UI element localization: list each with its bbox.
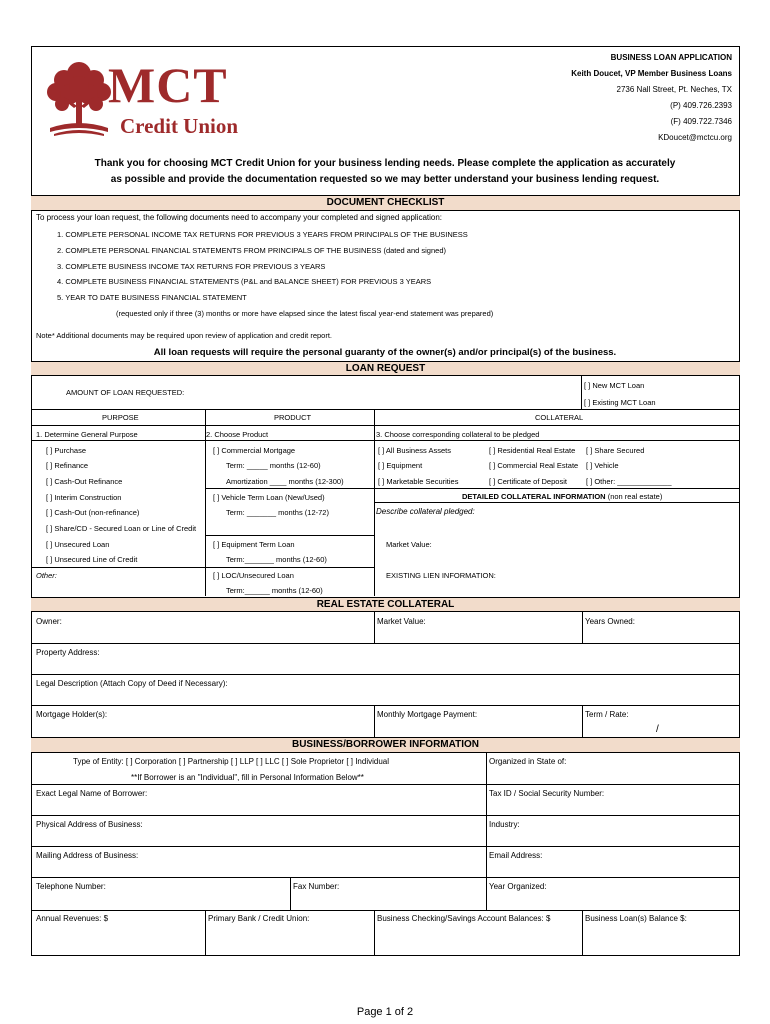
form-title: BUSINESS LOAN APPLICATION — [610, 53, 732, 62]
checklist-item: 5. YEAR TO DATE BUSINESS FINANCIAL STATEMENT — [57, 293, 247, 302]
logo-wordmark: MCT — [108, 57, 228, 113]
purpose-option[interactable]: [ ] Purchase — [46, 446, 87, 455]
property-address-label: Property Address: — [36, 648, 100, 657]
legal-description-label: Legal Description (Attach Copy of Deed if Necessary): — [36, 679, 228, 688]
tree-logo-icon — [44, 56, 114, 138]
physical-address-label: Physical Address of Business: — [36, 820, 143, 829]
purpose-option[interactable]: [ ] Cash-Out (non-refinance) — [46, 508, 140, 517]
contact-block — [571, 50, 732, 146]
collateral-option[interactable]: [ ] Certificate of Deposit — [489, 477, 567, 486]
collateral-option[interactable]: [ ] Vehicle — [586, 461, 619, 470]
existing-lien-label: EXISTING LIEN INFORMATION: — [386, 571, 496, 580]
organized-state-label: Organized in State of: — [489, 757, 567, 766]
amortization-field[interactable]: Amortization ____ months (12-300) — [226, 477, 344, 486]
collateral-option[interactable]: [ ] Equipment — [378, 461, 423, 470]
term-field[interactable]: Term:_______ months (12-60) — [226, 555, 327, 564]
existing-loan-checkbox[interactable]: [ ] Existing MCT Loan — [584, 398, 656, 407]
annual-revenues-label: Annual Revenues: $ — [36, 914, 109, 923]
purpose-option[interactable]: [ ] Cash-Out Refinance — [46, 477, 123, 486]
collateral-option[interactable]: [ ] Share Secured — [586, 446, 645, 455]
contact-address: 2736 Nall Street, Pt. Neches, TX — [616, 85, 732, 94]
divider — [582, 612, 583, 643]
divider — [205, 910, 206, 956]
term-rate-separator: / — [656, 724, 659, 735]
purpose-header: PURPOSE — [102, 413, 139, 422]
checklist-header: DOCUMENT CHECKLIST — [31, 195, 740, 211]
collateral-option[interactable]: [ ] Commercial Real Estate — [489, 461, 579, 470]
amount-label: AMOUNT OF LOAN REQUESTED: — [66, 388, 185, 397]
divider — [31, 815, 740, 816]
purpose-option[interactable]: [ ] Unsecured Loan — [46, 540, 110, 549]
checklist-note: Note* Additional documents may be required upon review of application and credit report. — [36, 331, 333, 340]
contact-phone: (P) 409.726.2393 — [670, 101, 732, 110]
primary-bank-label: Primary Bank / Credit Union: — [208, 914, 310, 923]
other-purpose-label: Other: — [36, 571, 57, 580]
divider — [581, 376, 582, 409]
contact-email[interactable]: KDoucet@mctcu.org — [658, 133, 732, 142]
divider — [486, 753, 487, 910]
page-number: Page 1 of 2 — [356, 1006, 414, 1018]
year-organized-label: Year Organized: — [489, 882, 547, 891]
divider — [374, 910, 375, 956]
product-option[interactable]: [ ] Vehicle Term Loan (New/Used) — [213, 493, 325, 502]
intro-line-2: as possible and provide the documentation requested so we may better understand your business lending request. — [110, 174, 660, 185]
product-option[interactable]: [ ] LOC/Unsecured Loan — [213, 571, 294, 580]
fax-number-label: Fax Number: — [293, 882, 340, 891]
email-address-label: Email Address: — [489, 851, 543, 860]
product-subheader: 2. Choose Product — [206, 430, 269, 439]
loan-balances-label: Business Loan(s) Balance $: — [585, 914, 687, 923]
mailing-address-label: Mailing Address of Business: — [36, 851, 139, 860]
intro-line-1: Thank you for choosing MCT Credit Union for your business lending needs. Please complete the application as accurately — [94, 158, 676, 169]
divider — [290, 877, 291, 910]
divider — [31, 705, 740, 706]
divider — [374, 705, 375, 737]
purpose-option[interactable]: [ ] Refinance — [46, 461, 89, 470]
individual-note: **If Borrower is an "Individual", fill in Personal Information Below** — [131, 773, 364, 782]
product-header: PRODUCT — [274, 413, 312, 422]
mortgage-holder-label: Mortgage Holder(s): — [36, 710, 108, 719]
detailed-collateral-note: (non real estate) — [607, 492, 663, 501]
divider — [31, 784, 740, 785]
divider — [374, 612, 375, 643]
re-market-value-label: Market Value: — [377, 617, 426, 626]
collateral-option[interactable]: [ ] Residential Real Estate — [489, 446, 576, 455]
detailed-collateral-heading: DETAILED COLLATERAL INFORMATION — [462, 492, 606, 501]
divider — [205, 488, 374, 489]
entity-type-options[interactable]: Type of Entity: [ ] Corporation [ ] Partnership [ ] LLP [ ] LLC [ ] Sole Proprietor [ ] Individual — [73, 757, 390, 766]
divider — [374, 488, 740, 489]
purpose-option[interactable]: [ ] Share/CD - Secured Loan or Line of Credit — [46, 524, 197, 533]
divider — [31, 409, 740, 410]
term-field[interactable]: Term: _____ months (12-60) — [226, 461, 321, 470]
years-owned-label: Years Owned: — [585, 617, 635, 626]
checklist-item-note: (requested only if three (3) months or more have elapsed since the latest fiscal year-end statement was prepared) — [116, 309, 494, 318]
telephone-label: Telephone Number: — [36, 882, 106, 891]
purpose-subheader: 1. Determine General Purpose — [36, 430, 138, 439]
collateral-header: COLLATERAL — [535, 413, 584, 422]
describe-collateral-label: Describe collateral pledged: — [376, 507, 475, 516]
divider — [31, 910, 740, 911]
detailed-collateral-title — [462, 492, 662, 502]
industry-label: Industry: — [489, 820, 520, 829]
collateral-option[interactable]: [ ] Marketable Securities — [378, 477, 459, 486]
loan-request-header: LOAN REQUEST — [31, 361, 740, 376]
contact-fax: (F) 409.722.7346 — [670, 117, 732, 126]
collateral-option[interactable]: [ ] All Business Assets — [378, 446, 451, 455]
divider — [582, 705, 583, 737]
product-option[interactable]: [ ] Equipment Term Loan — [213, 540, 295, 549]
purpose-option[interactable]: [ ] Unsecured Line of Credit — [46, 555, 138, 564]
divider — [31, 674, 740, 675]
divider — [31, 425, 740, 426]
checklist-item: 2. COMPLETE PERSONAL FINANCIAL STATEMENTS FROM PRINCIPALS OF THE BUSINESS (dated and signed) — [57, 246, 446, 255]
checklist-lead: To process your loan request, the following documents need to accompany your completed and signed application: — [36, 213, 443, 222]
divider — [582, 910, 583, 956]
divider — [31, 846, 740, 847]
checklist-item: 4. COMPLETE BUSINESS FINANCIAL STATEMENTS (P&L and BALANCE SHEET) FOR PREVIOUS 3 YEARS — [57, 277, 432, 286]
divider — [374, 502, 740, 503]
real-estate-header: REAL ESTATE COLLATERAL — [31, 597, 740, 612]
checklist-item: 3. COMPLETE BUSINESS INCOME TAX RETURNS FOR PREVIOUS 3 YEARS — [57, 262, 326, 271]
checklist-item: 1. COMPLETE PERSONAL INCOME TAX RETURNS FOR PREVIOUS 3 YEARS FROM PRINCIPALS OF THE BUSINESS — [57, 230, 468, 239]
legal-name-label: Exact Legal Name of Borrower: — [36, 789, 148, 798]
divider — [31, 877, 740, 878]
logo-subtext: Credit Union — [120, 114, 239, 138]
guaranty-statement: All loan requests will require the personal guaranty of the owner(s) and/or principal(s) of the business. — [153, 347, 617, 358]
purpose-option[interactable]: [ ] Interim Construction — [46, 493, 122, 502]
owner-label: Owner: — [36, 617, 62, 626]
market-value-label: Market Value: — [386, 540, 432, 549]
divider — [31, 643, 740, 644]
divider — [205, 535, 374, 536]
collateral-subheader: 3. Choose corresponding collateral to be pledged — [376, 430, 540, 439]
collateral-option[interactable]: [ ] Other: _____________ — [586, 477, 672, 486]
term-rate-label: Term / Rate: — [585, 710, 629, 719]
borrower-header: BUSINESS/BORROWER INFORMATION — [31, 737, 740, 753]
product-option[interactable]: [ ] Commercial Mortgage — [213, 446, 296, 455]
checking-balances-label: Business Checking/Savings Account Balances: $ — [377, 914, 551, 923]
divider — [31, 440, 740, 441]
term-field[interactable]: Term:______ months (12-60) — [226, 586, 323, 595]
contact-name: Keith Doucet, VP Member Business Loans — [571, 69, 732, 78]
divider — [31, 567, 205, 568]
term-field[interactable]: Term: _______ months (12-72) — [226, 508, 329, 517]
tax-id-label: Tax ID / Social Security Number: — [489, 789, 605, 798]
new-loan-checkbox[interactable]: [ ] New MCT Loan — [584, 381, 645, 390]
divider — [205, 567, 374, 568]
monthly-payment-label: Monthly Mortgage Payment: — [377, 710, 478, 719]
